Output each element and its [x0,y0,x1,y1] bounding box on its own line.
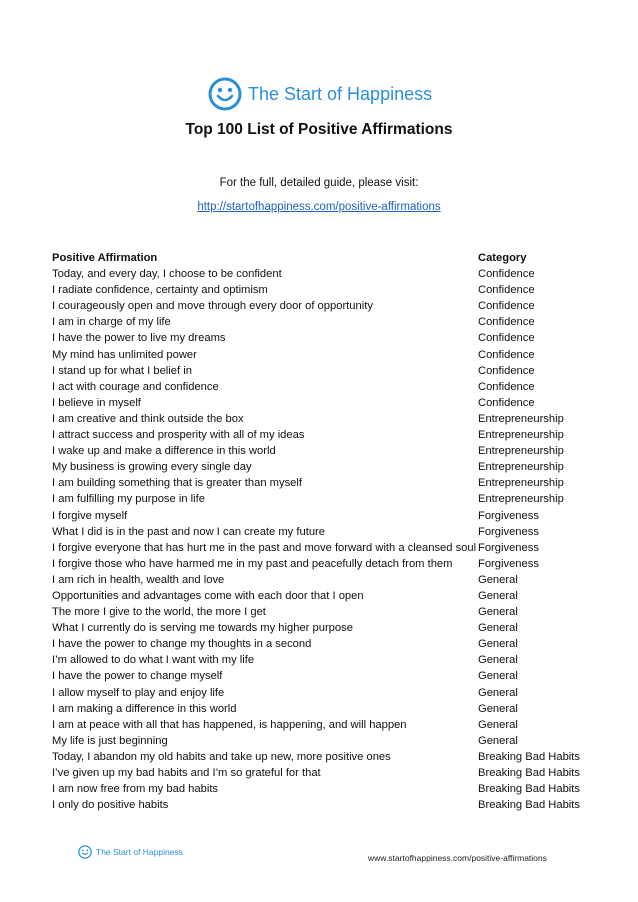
table-row [52,411,592,427]
table-row [52,556,592,572]
category-cell: Entrepreneurship [478,429,564,442]
table-row [52,749,592,765]
category-cell: Entrepreneurship [478,461,564,474]
affirmation-cell: I have the power to change myself [52,670,223,683]
affirmation-cell: Today, and every day, I choose to be confident [52,268,282,281]
smiley-face-icon [208,77,242,111]
column-header-category: Category [478,252,527,264]
category-cell: Forgiveness [478,557,539,570]
table-row [52,588,592,604]
affirmation-cell: I radiate confidence, certainty and optimism [52,284,268,297]
category-cell: Confidence [478,300,535,313]
table-row [52,572,592,588]
category-cell: Confidence [478,316,535,329]
category-cell: Confidence [478,284,535,297]
category-cell: Breaking Bad Habits [478,767,580,779]
category-cell: Confidence [478,268,535,281]
table-row [52,781,592,797]
table-row [52,668,592,684]
category-cell: Confidence [478,380,535,393]
affirmation-cell: My life is just beginning [52,734,168,747]
category-cell: Forgiveness [478,509,539,522]
affirmation-cell: I allow myself to play and enjoy life [52,686,225,699]
table-row [52,701,592,717]
affirmation-cell: I believe in myself [52,396,141,409]
category-cell: General [478,686,518,699]
category-cell: Forgiveness [478,525,539,538]
category-cell: Entrepreneurship [478,493,564,506]
page-title: Top 100 List of Positive Affirmations [185,121,453,138]
table-row [52,475,592,491]
smiley-face-icon [78,845,92,859]
category-cell: Confidence [478,348,535,361]
table-row [52,363,592,379]
table-row [52,491,592,507]
category-cell: Entrepreneurship [478,412,564,425]
table-row [52,298,592,314]
affirmation-cell: I wake up and make a difference in this world [52,445,276,458]
table-row [52,314,592,330]
affirmation-cell: My mind has unlimited power [52,348,197,361]
affirmation-cell: The more I give to the world, the more I get [52,606,266,619]
affirmation-cell: Opportunities and advantages come with each door that I open [52,589,364,602]
table-row [52,282,592,298]
category-cell: Forgiveness [478,541,539,554]
table-row [52,524,592,540]
table-row [52,379,592,395]
affirmation-cell: I forgive those who have harmed me in my past and peacefully detach from them [52,557,453,570]
category-cell: Breaking Bad Habits [478,799,580,812]
table-row [52,443,592,459]
footer-brand-name: The Start of Happiness [96,847,183,857]
affirmation-cell: I have the power to live my dreams [52,332,226,345]
category-cell: General [478,654,518,667]
affirmation-cell: I only do positive habits [52,799,169,812]
table-row [52,427,592,443]
table-body [52,266,592,813]
table-row [52,620,592,636]
affirmation-cell: I am rich in health, wealth and love [52,573,225,586]
footer-url: www.startofhappiness.com/positive-affirmations [368,853,547,863]
affirmation-cell: I have the power to change my thoughts in a second [52,638,312,651]
affirmation-cell: I’ve given up my bad habits and I’m so grateful for that [52,767,321,779]
affirmation-cell: I forgive myself [52,509,128,522]
category-cell: General [478,606,518,619]
table-row [52,508,592,524]
affirmation-cell: I am fulfilling my purpose in life [52,493,205,506]
category-cell: General [478,622,518,635]
table-row [52,540,592,556]
table-row [52,330,592,346]
affirmation-cell: My business is growing every single day [52,461,252,474]
affirmation-cell: I am in charge of my life [52,316,171,329]
category-cell: General [478,573,518,586]
table-row [52,266,592,282]
category-cell: General [478,734,518,747]
affirmation-cell: I act with courage and confidence [52,380,219,393]
affirmation-cell: I am making a difference in this world [52,702,237,715]
affirmation-cell: Today, I abandon my old habits and take up new, more positive ones [52,750,391,763]
header-logo [208,77,432,111]
affirmation-cell: I am creative and think outside the box [52,412,244,425]
category-cell: Breaking Bad Habits [478,783,580,796]
category-cell: Breaking Bad Habits [478,750,580,763]
table-row [52,717,592,733]
table-header-row [52,250,592,266]
category-cell: Confidence [478,332,535,345]
table-row [52,604,592,620]
table-row [52,652,592,668]
table-row [52,685,592,701]
table-row [52,395,592,411]
category-cell: Entrepreneurship [478,477,564,490]
column-header-affirmation: Positive Affirmation [52,252,158,264]
table-row [52,459,592,475]
affirmation-cell: I courageously open and move through every door of opportunity [52,300,373,313]
category-cell: Confidence [478,396,535,409]
affirmation-cell: I am at peace with all that has happened, is happening, and will happen [52,718,407,731]
category-cell: Entrepreneurship [478,445,564,458]
table-row [52,636,592,652]
table-row [52,765,592,781]
table-row [52,347,592,363]
category-cell: Confidence [478,364,535,377]
category-cell: General [478,670,518,683]
table-row [52,733,592,749]
affirmation-cell: I’m allowed to do what I want with my life [52,654,255,667]
category-cell: General [478,702,518,715]
affirmation-cell: I am now free from my bad habits [52,783,219,796]
category-cell: General [478,718,518,731]
affirmation-cell: What I currently do is serving me towards my higher purpose [52,622,353,635]
footer-logo [78,845,183,859]
affirmation-cell: What I did is in the past and now I can create my future [52,525,325,538]
affirmation-cell: I attract success and prosperity with all of my ideas [52,429,305,442]
brand-name: The Start of Happiness [248,83,433,104]
visit-text: For the full, detailed guide, please visit: [219,177,419,189]
table-row [52,797,592,813]
category-cell: General [478,638,518,651]
affirmation-cell: I forgive everyone that has hurt me in the past and move forward with a cleansed soul [52,541,477,554]
affirmation-cell: I stand up for what I belief in [52,364,192,377]
category-cell: General [478,589,518,602]
affirmations-table [52,250,592,813]
guide-link[interactable]: http://startofhappiness.com/positive-affirmations [197,201,441,213]
guide-link-container [0,201,638,213]
affirmation-cell: I am building something that is greater than myself [52,477,302,490]
